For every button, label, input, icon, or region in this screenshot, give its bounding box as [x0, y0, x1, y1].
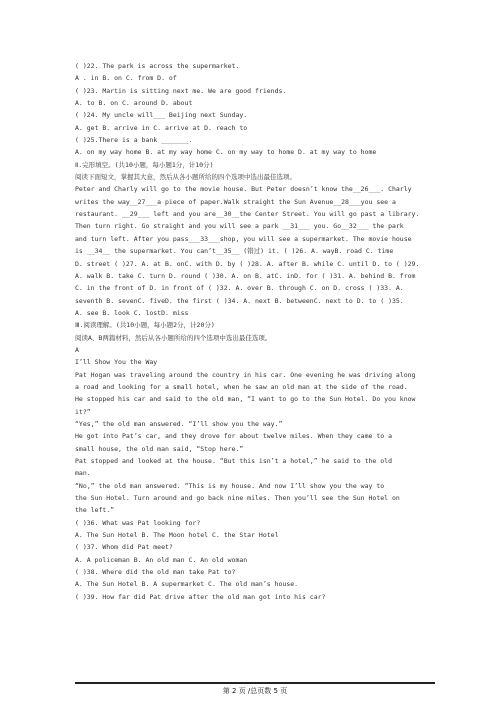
text-line: He got into Pat’s car, and they drove for about twelve miles. When they came to a — [75, 432, 392, 441]
text-line: A. The Sun Hotel B. A supermarket C. The old man’s house. — [75, 580, 299, 589]
text-line: and turn left. After you pass___33___shop, you will see a supermarket. The movie house — [75, 234, 412, 243]
text-line: ( )24. My uncle will___ Beijing next Sunday. — [75, 111, 248, 120]
text-line: 阅读下面短文，掌握其大意，然后从各小题所给的四个选项中选出最佳选项。 — [75, 173, 296, 182]
text-line: A. The Sun Hotel B. The Moon hotel C. the Star Hotel — [75, 531, 279, 540]
text-line: A. to B. on C. around D. about — [75, 99, 193, 108]
text-line: ( )23. Martin is sitting next me. We are good friends. — [75, 86, 287, 95]
text-line: Then turn right. Go straight and you will see a park __31___ you. Go__32___ the park — [75, 222, 404, 231]
text-line: it?” — [75, 407, 91, 416]
text-line: Peter and Charly will go to the movie house. But Peter doesn’t know the__26___. Charly — [75, 185, 412, 194]
text-line: ( )38. Where did the old man take Pat to? — [75, 568, 236, 577]
text-line: I’ll Show You the Way — [75, 358, 158, 367]
text-line: seventh B. sevenC. fiveD. the first ( )34. A. next B. betweenC. next to D. to ( )35. — [75, 296, 404, 305]
text-line: restaurant. __29___ left and you are__30__the Center Street. You will go past a library. — [75, 210, 420, 219]
text-line: ( )39. How far did Pat drive after the old man got into his car? — [75, 592, 326, 601]
text-line: A. A policeman B. An old man C. An old woman — [75, 555, 248, 564]
text-line: small house, the old man said, “Stop here.” — [75, 444, 244, 453]
text-line: A. see B. look C. lostD. miss — [75, 308, 189, 317]
text-line: man. — [75, 469, 91, 478]
text-line: ( )25.There is a bank _______. — [75, 136, 193, 145]
text-line: A . in B. on C. from D. of — [75, 74, 177, 83]
text-line: the Sun Hotel. Turn around and go back nine miles. Then you’ll see the Sun Hotel on — [75, 494, 400, 503]
text-line: Ⅲ.阅读理解。(共10小题，每小题2分，计20分) — [75, 321, 215, 330]
text-line: A. on my way home B. at my way home C. on my way to home D. at my way to home — [75, 148, 377, 157]
page-footer: 第 2 页 /总页数 5 页 — [75, 682, 435, 699]
text-line: A — [75, 345, 79, 354]
text-line: Pat stopped and looked at the house. “But this isn’t a hotel,” he said to the old — [75, 457, 392, 465]
text-line: the left.” — [75, 506, 115, 515]
text-line: writes the way__27___a piece of paper.Walk straight the Sun Avenue__28___you see a — [75, 197, 396, 206]
text-line: ( )22. The park is across the supermarket. — [75, 62, 240, 70]
document-body — [75, 60, 435, 603]
text-line: “No,” the old man answered. “This is my house. And now I’ll show you the way to — [75, 481, 385, 490]
text-line: A. walk B. take C. turn D. round ( )30. A. on B. atC. inD. for ( )31. A. behind B. from — [75, 271, 416, 280]
text-line: D. street ( )27. A. at B. onC. with D. by ( )28. A. after B. while C. until D. to ( )29. — [75, 259, 420, 268]
text-line: “Yes,” the old man answered. “I’ll show you the way.” — [75, 419, 283, 428]
text-line: A. get B. arrive in C. arrive at D. reach to — [75, 123, 248, 132]
text-line: He stopped his car and said to the old man, “I want to go to the Sun Hotel. Do you know — [75, 395, 416, 404]
text-line: is __34__ the supermarket. You can’t__35__ (错过) it. ( )26. A. wayB. road C. time — [75, 247, 394, 256]
text-line: ( )37. Whom did Pat meet? — [75, 543, 173, 552]
text-line: 阅读A、B两篇材料，然后从各小题所给的四个选项中选出最佳选项。 — [75, 333, 272, 342]
text-line: C. in the front of D. in front of ( )32. A. over B. through C. on D. cross ( )33. A. — [75, 284, 404, 293]
text-line: Pat Hogan was traveling around the country in his car. One evening he was driving along — [75, 370, 416, 379]
text-line: Ⅱ.完形填空。(共10小题，每小题1分，计10分) — [75, 160, 214, 169]
text-line: ( )36. What was Pat looking for? — [75, 518, 201, 527]
text-line: a road and looking for a small hotel, when he saw an old man at the side of the road. — [75, 382, 408, 391]
